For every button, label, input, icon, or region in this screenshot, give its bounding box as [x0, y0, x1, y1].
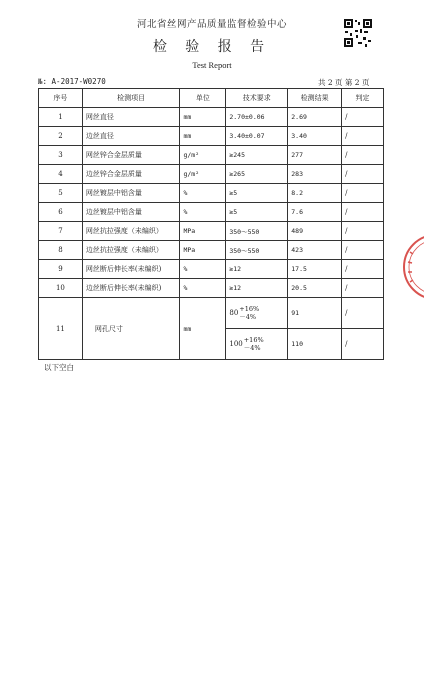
header-no: 序号: [39, 89, 83, 108]
row-item: 边丝锌合金层质量: [82, 165, 180, 184]
row-requirement: ≥245: [226, 146, 288, 165]
tolerance-minus: －4%: [243, 344, 261, 352]
tolerance-plus: +16%: [243, 336, 264, 344]
row-unit: mm: [180, 108, 226, 127]
row-result: 20.5: [288, 279, 342, 298]
row-requirement: [226, 298, 288, 329]
row-result: 3.40: [288, 127, 342, 146]
table-header-row: [39, 89, 384, 108]
row-item: 边丝直径: [82, 127, 180, 146]
table-row: [39, 279, 384, 298]
row-no: 10: [39, 279, 83, 298]
row-no: 8: [39, 241, 83, 260]
row-no: 2: [39, 127, 83, 146]
row-result: 277: [288, 146, 342, 165]
row-judgement: /: [342, 241, 384, 260]
row-requirement: 350～550: [226, 222, 288, 241]
end-note: 以下空白: [44, 363, 74, 372]
row-result: 2.69: [288, 108, 342, 127]
row-judgement: /: [342, 203, 384, 222]
row-unit: MPa: [180, 222, 226, 241]
row-no: 11: [39, 298, 83, 360]
report-title-en: Test Report: [192, 60, 232, 70]
row-judgement: /: [342, 222, 384, 241]
table-row: [39, 127, 384, 146]
row-item: 网丝断后伸长率(未编织): [82, 260, 180, 279]
row-unit: mm: [180, 127, 226, 146]
row-unit: %: [180, 184, 226, 203]
row-unit: mm: [180, 298, 226, 360]
row-no: 5: [39, 184, 83, 203]
header-judgement: 判定: [342, 89, 384, 108]
row-requirement: ≥5: [226, 203, 288, 222]
row-result: 110: [288, 329, 342, 360]
qr-code-icon: [343, 18, 373, 48]
tolerance-base: 100: [229, 340, 243, 348]
row-requirement: 350～550: [226, 241, 288, 260]
row-judgement: /: [342, 165, 384, 184]
table-row: [39, 108, 384, 127]
row-item: 网丝抗拉强度（未编织）: [82, 222, 180, 241]
row-result: 7.6: [288, 203, 342, 222]
row-unit: g/m²: [180, 146, 226, 165]
row-judgement: /: [342, 127, 384, 146]
blank-background: [0, 595, 424, 700]
row-item: 网孔尺寸: [82, 298, 180, 360]
tolerance-base: 80: [229, 309, 239, 317]
tolerance-minus: －4%: [239, 313, 257, 321]
header-item: 检测项目: [82, 89, 180, 108]
row-requirement: ≥265: [226, 165, 288, 184]
tolerance-100: [229, 336, 263, 352]
row-no: 4: [39, 165, 83, 184]
row-unit: %: [180, 279, 226, 298]
results-table: [38, 88, 384, 360]
row-result: 283: [288, 165, 342, 184]
row-judgement: /: [342, 146, 384, 165]
row-item: 边丝抗拉强度（未编织）: [82, 241, 180, 260]
row-item: 网丝锌合金层质量: [82, 146, 180, 165]
table-row: [39, 165, 384, 184]
row-judgement: /: [342, 260, 384, 279]
row-item: 边丝镀层中铝含量: [82, 203, 180, 222]
row-no: 7: [39, 222, 83, 241]
header-requirement: 技术要求: [226, 89, 288, 108]
table-row-mesh: [39, 298, 384, 329]
row-judgement: /: [342, 329, 384, 360]
row-judgement: /: [342, 279, 384, 298]
row-unit: %: [180, 203, 226, 222]
report-number: №: A-2017-W0270: [38, 77, 106, 86]
table-row: [39, 241, 384, 260]
row-judgement: /: [342, 298, 384, 329]
row-no: 6: [39, 203, 83, 222]
tolerance-plus: +16%: [239, 305, 260, 313]
row-result: 8.2: [288, 184, 342, 203]
report-title: 检 验 报 告: [152, 39, 272, 55]
row-no: 3: [39, 146, 83, 165]
row-no: 1: [39, 108, 83, 127]
page-count: 共 2 页 第 2 页: [318, 78, 370, 87]
row-judgement: /: [342, 108, 384, 127]
row-requirement: 2.70±0.06: [226, 108, 288, 127]
row-requirement: [226, 329, 288, 360]
header-result: 检测结果: [288, 89, 342, 108]
row-result: 91: [288, 298, 342, 329]
row-unit: g/m²: [180, 165, 226, 184]
row-requirement: ≥5: [226, 184, 288, 203]
row-no: 9: [39, 260, 83, 279]
row-item: 网丝直径: [82, 108, 180, 127]
seal-stamp-icon: [400, 232, 424, 302]
table-row: [39, 146, 384, 165]
row-unit: MPa: [180, 241, 226, 260]
table-row: [39, 222, 384, 241]
table-row: [39, 260, 384, 279]
row-result: 489: [288, 222, 342, 241]
row-item: 边丝断后伸长率(未编织): [82, 279, 180, 298]
table-row: [39, 184, 384, 203]
row-judgement: /: [342, 184, 384, 203]
row-requirement: ≥12: [226, 279, 288, 298]
row-requirement: ≥12: [226, 260, 288, 279]
row-result: 423: [288, 241, 342, 260]
row-requirement: 3.40±0.07: [226, 127, 288, 146]
table-row: [39, 203, 384, 222]
row-item: 网丝镀层中铝含量: [82, 184, 180, 203]
org-name: 河北省丝网产品质量监督检验中心: [136, 19, 287, 30]
row-result: 17.5: [288, 260, 342, 279]
header-unit: 单位: [180, 89, 226, 108]
row-unit: %: [180, 260, 226, 279]
tolerance-80: [229, 305, 259, 321]
